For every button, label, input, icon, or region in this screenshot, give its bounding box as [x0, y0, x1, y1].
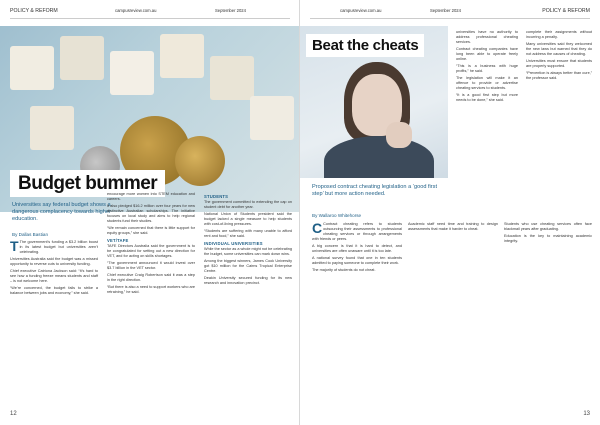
paragraph: “Students are suffering with many unable to afford rent and food,” she said. [204, 229, 292, 238]
paragraph: Deakin University secured funding for its new research and innovation precinct. [204, 276, 292, 285]
site-url: campusreview.com.au [340, 8, 382, 13]
paragraph: Chief executive Craig Robertson said it was a step in the right direction. [107, 273, 195, 282]
paragraph: T The government’s funding a $3.2 billion boost in its latest budget but universities aren’t celebrating. [10, 238, 98, 254]
paragraph: While the sector as a whole might not be celebrating the budget, some universities can mark down wins. [204, 247, 293, 256]
paragraph: TAFE Directors Australia said the government is to be congratulated for setting out a new direction for VET, and for acting on skills shortages. [107, 244, 195, 258]
paragraph: A national survey found that one in ten students admitted to paying someone to complete their work. [312, 256, 402, 265]
paragraph: Students who use cheating services often face blackmail years after graduating. [504, 222, 592, 231]
body-column-3-lower [504, 222, 592, 246]
paragraph: complete their assignments without incurring a penalty. [526, 30, 592, 39]
paragraph: The legislation will make it an offence to provide or advertise cheating services to students. [456, 76, 518, 90]
article-headline: Beat the cheats [306, 34, 424, 57]
paragraph: Among the biggest winners, James Cook University got $10 million for the Cairns Tropical Enterprise Centre. [204, 259, 292, 273]
paragraph: Academic staff need time and training to design assessments that make it harder to cheat. [408, 222, 498, 231]
site-url: campusreview.com.au [115, 8, 157, 13]
issue-date: September 2024 [215, 8, 246, 13]
subheading: INDIVIDUAL UNIVERSITIES [204, 241, 263, 246]
paragraph: A big concern is that it is hard to detect, and universities are often unaware until it is too late. [312, 244, 402, 253]
drop-cap: T [10, 238, 19, 254]
section-label: POLICY & REFORM [10, 8, 58, 14]
drop-cap: C [312, 220, 323, 236]
paragraph: “It is a good first step but more needs to be done,” she said. [456, 93, 518, 102]
body-column-3 [204, 192, 292, 288]
page-number: 12 [10, 411, 17, 417]
paragraph: Chief executive Catriona Jackson said: “It’s hard to see how a funding freeze means students and staff – is not welcome here. [10, 269, 98, 283]
paragraph: “But there is also a need to support workers who are retraining,” he said. [107, 285, 196, 294]
issue-date: September 2024 [430, 8, 461, 13]
paragraph: The majority of students do not cheat. [312, 268, 376, 272]
standfirst: Universities say federal budget shows a dangerous complacency towards higher education. [12, 202, 111, 222]
paragraph: “This is a business with huge profits,” he said. [456, 64, 518, 73]
paragraph: “We remain concerned that there is little support for equity groups,” she said. [107, 226, 195, 235]
subheading: STUDENTS [204, 194, 229, 199]
paragraph: “Prevention is always better than cure,” the professor said. [526, 71, 592, 80]
body-column-1 [10, 240, 98, 298]
standfirst: Proposed contract cheating legislation a ‘good first step’ but more action needed. [312, 184, 438, 197]
paragraph: The government committed to extending the cap on student debt for another year. [204, 200, 292, 209]
body-column-2 [456, 30, 518, 105]
body-column-3 [526, 30, 592, 83]
body-column-2 [107, 192, 195, 297]
paragraph: “We’re concerned, the budget fails to strike a balance between jobs and economy,” she said. [10, 286, 98, 295]
hero-image [300, 26, 448, 178]
paragraph: Universities must ensure that students are properly supported. [526, 59, 592, 68]
byline: By Dallas Bastian [12, 232, 49, 237]
paragraph: Education is the key to maintaining academic integrity. [504, 234, 592, 243]
body-column-1 [312, 222, 402, 275]
byline: By Wallaroo Whitehorse [312, 213, 362, 218]
header-rule [310, 18, 590, 19]
paragraph: National Union of Students president said the budget lacked a single measure to help students with cost-of-living pressures. [204, 212, 292, 226]
portrait-hand [386, 122, 412, 148]
body-column-2-lower [408, 222, 498, 234]
header-rule [10, 18, 290, 19]
paragraph: “The government announced it would invest over $3.7 billion in the VET sector. [107, 261, 195, 270]
paragraph: universities have no authority to address professional cheating services. [456, 30, 518, 44]
right-page [300, 0, 600, 425]
section-label: POLICY & REFORM [542, 8, 590, 14]
article-headline: Budget bummer [10, 170, 165, 197]
paragraph: Contract cheating companies have long been able to operate freely online. [456, 47, 518, 61]
paragraph: C Contract cheating refers to students outsourcing their assessments to professional cheating services or through arrangements with friends or peers. [312, 220, 402, 241]
portrait-shoulders [324, 136, 434, 178]
page-number: 13 [583, 411, 590, 417]
paragraph: It also pledged $16.2 million over four years for new distinctive Australian scholarships. The initiative focuses on local study and aims to help regional students fund their studies. [107, 204, 195, 223]
subheading: VET/TAFE [107, 238, 129, 243]
paragraph: encourage more women into STEM education and careers. [107, 192, 195, 201]
paragraph: Many universities said they welcomed the new laws but warned that they do not address the causes of cheating. [526, 42, 592, 56]
paragraph: Universities Australia said the budget was a missed opportunity to reverse cuts to university funding. [10, 257, 98, 266]
